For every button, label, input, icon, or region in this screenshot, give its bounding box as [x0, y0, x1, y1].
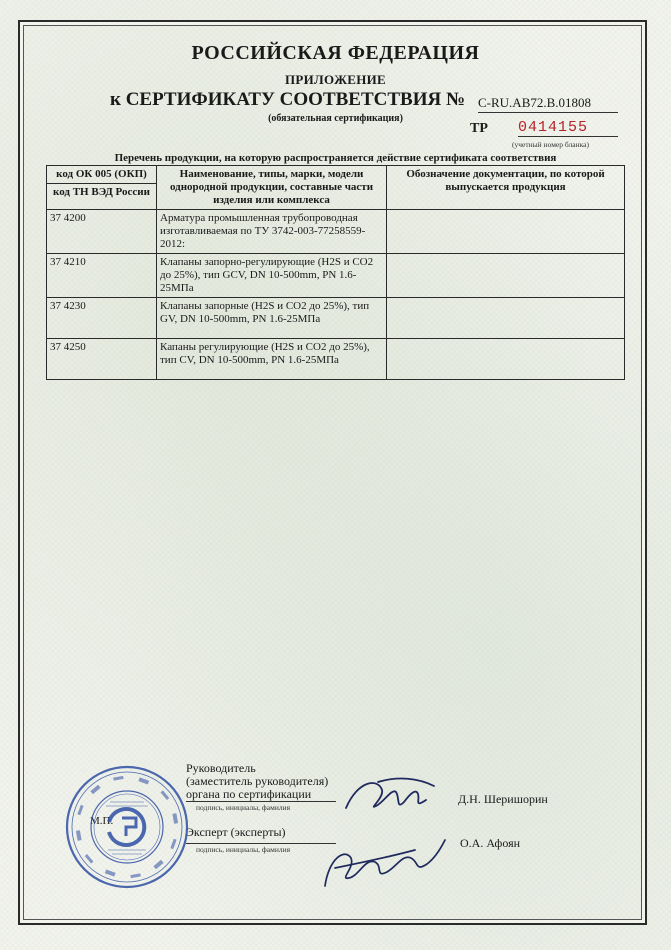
expert-signature-line — [186, 843, 336, 844]
table-row — [47, 339, 625, 380]
head-deputy: (заместитель руководителя) — [186, 774, 329, 788]
table-header-row — [47, 166, 625, 210]
row-name: Капаны регулирующие (H2S и CO2 до 25%), тип CV, DN 10-500mm, PN 1.6-25МПа — [157, 339, 387, 380]
expert-name: О.А. Афоян — [460, 836, 521, 850]
row-name: Клапаны запорные (H2S и CO2 до 25%), тип GV, DN 10-500mm, PN 1.6-25МПа — [157, 298, 387, 339]
expert-title: Эксперт (эксперты) — [186, 825, 286, 839]
appendix-title: ПРИЛОЖЕНИЕ — [284, 72, 387, 87]
product-name-header: Наименование, типы, марки, модели однородной продукции, составные части изделия или комплекса — [157, 166, 387, 210]
table-row — [47, 298, 625, 339]
tp-label: ТР — [470, 121, 488, 136]
certification-seal-icon — [62, 762, 192, 892]
head-signature-icon — [338, 770, 448, 820]
blank-number: 0414155 — [518, 119, 618, 137]
head-signature-line — [186, 801, 336, 802]
head-name: Д.Н. Шеришорин — [458, 792, 548, 806]
tnved-code-header: код ТН ВЭД России — [53, 186, 150, 198]
row-name: Клапаны запорно-регулирующие (H2S и CO2 до 25%), тип GCV, DN 10-500mm, PN 1.6-25МПа — [157, 254, 387, 298]
row-docs — [387, 254, 625, 298]
product-table — [46, 165, 625, 380]
country-title: РОССИЙСКАЯ ФЕДЕРАЦИЯ — [191, 42, 480, 64]
certificate-title: к СЕРТИФИКАТУ СООТВЕТСТВИЯ № — [110, 89, 466, 110]
seal-label: М.П. — [90, 815, 114, 827]
code-header-cell — [47, 166, 157, 210]
documentation-header: Обозначение документации, по которой выпускается продукция — [387, 166, 625, 210]
expert-signature-caption: подпись, инициалы, фамилия — [196, 845, 291, 854]
row-docs — [387, 339, 625, 380]
row-code: 37 4200 — [47, 210, 157, 254]
head-organ: органа по сертификации — [186, 787, 312, 801]
product-list-title: Перечень продукции, на которую распространяется действие сертификата соответствия — [114, 152, 557, 164]
row-code: 37 4230 — [47, 298, 157, 339]
table-row — [47, 254, 625, 298]
row-name: Арматура промышленная трубопроводная изготавливаемая по ТУ 3742-003-77258559-2012: — [157, 210, 387, 254]
mandatory-note: (обязательная сертификация) — [268, 113, 403, 124]
row-code: 37 4210 — [47, 254, 157, 298]
certificate-number: C-RU.AB72.B.01808 — [478, 95, 618, 113]
row-code: 37 4250 — [47, 339, 157, 380]
expert-signature-label — [186, 826, 286, 839]
head-signature-label — [186, 762, 328, 801]
blank-number-caption: (учетный номер бланка) — [512, 140, 589, 149]
expert-signature-icon — [315, 828, 455, 898]
table-row — [47, 210, 625, 254]
row-docs — [387, 210, 625, 254]
head-signature-caption: подпись, инициалы, фамилия — [196, 803, 291, 812]
okp-code-header: код ОК 005 (ОКП) — [47, 166, 156, 184]
row-docs — [387, 298, 625, 339]
head-title: Руководитель — [186, 761, 256, 775]
